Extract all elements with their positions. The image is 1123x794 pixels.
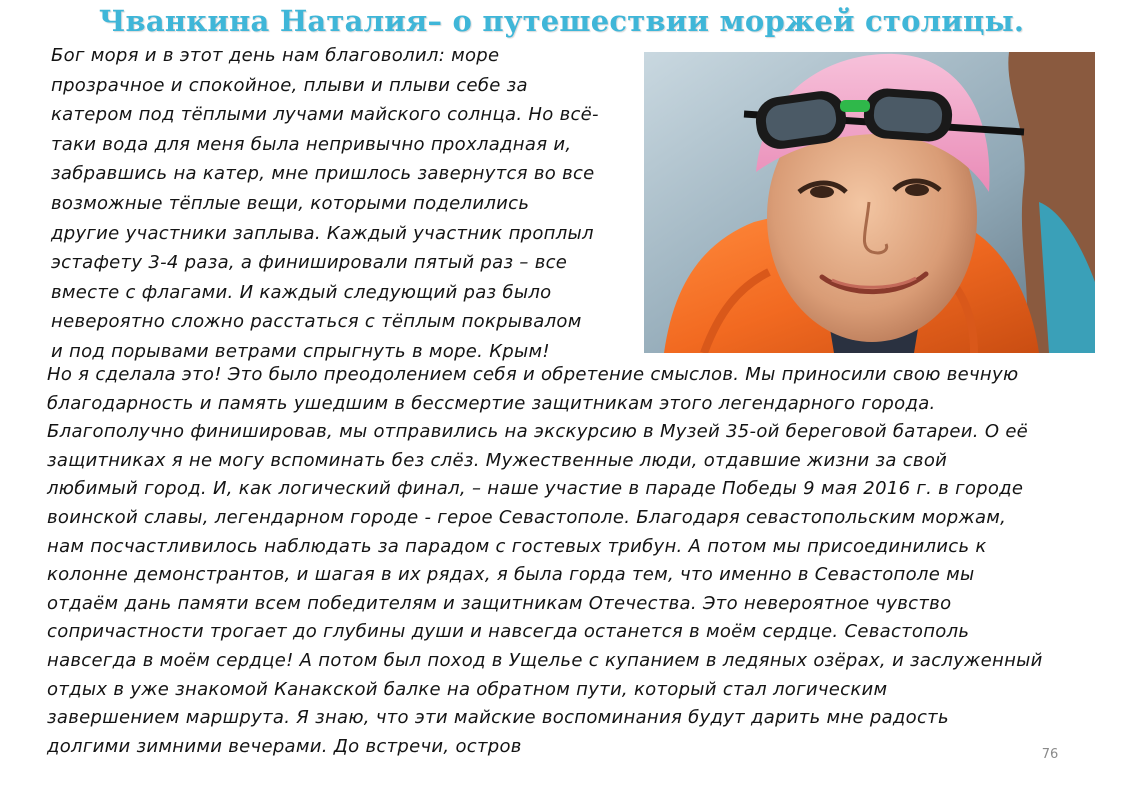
slide-title: Чванкина Наталия– о путешествии моржей столицы. <box>98 4 1025 38</box>
page-number: 76 <box>1041 747 1059 762</box>
main-paragraph: Но я сделала это! Это было преодолением себя и обретение смыслов. Мы приносили свою вечную благодарность и память ушедшим в бессмертие защитникам этого легендарного города. Благополучно финишировав, мы отправились на экскурсию в Музей 35-ой береговой батареи. О её защитниках я не могу вспоминать без слёз. Мужественные люди, отдавшие жизни за свой любимый город. И, как логический финал, – наше участие в параде Победы 9 мая 2016 г. в городе воинской славы, легендарном городе - герое Севастополе. Благодаря севастопольским моржам, нам посчастливилось наблюдать за парадом с гостевых трибун. А потом мы присоединились к колонне демонстрантов, и шагая в их рядах, я была горда тем, что именно в Севастополе мы отдаём дань памяти всем победителям и защитникам Отечества. Это невероятное чувство сопричастности трогает до глубины души и навсегда останется в моём сердце. Севастополь навсегда в моём сердце! А потом был поход в Ущелье с купанием в ледяных озёрах, и заслуженный отдых в уже знакомой Канакской балке на обратном пути, который стал логическим завершением маршрута. Я знаю, что эти майские воспоминания будут дарить мне радость долгими зимними вечерами. До встречи, остров <box>47 364 1043 757</box>
swimmer-photo-illustration <box>644 52 1095 353</box>
intro-paragraph: Бог моря и в этот день нам благоволил: море прозрачное и спокойное, плыви и плыви себе за катером под тёплыми лучами майского солнца. Но всё- таки вода для меня была непривычно прохладная и, забравшись на катер, мне пришлось завернутся во все возможные тёплые вещи, которыми поделились другие участники заплыва. Каждый участник проплыл эстафету 3-4 раза, а финишировали пятый раз – все вместе с флагами. И каждый следующий раз было невероятно сложно расстаться с тёплым покрывалом и под порывами ветрами спрыгнуть в море. Крым! <box>51 45 599 362</box>
swimmer-photo <box>644 52 1095 353</box>
